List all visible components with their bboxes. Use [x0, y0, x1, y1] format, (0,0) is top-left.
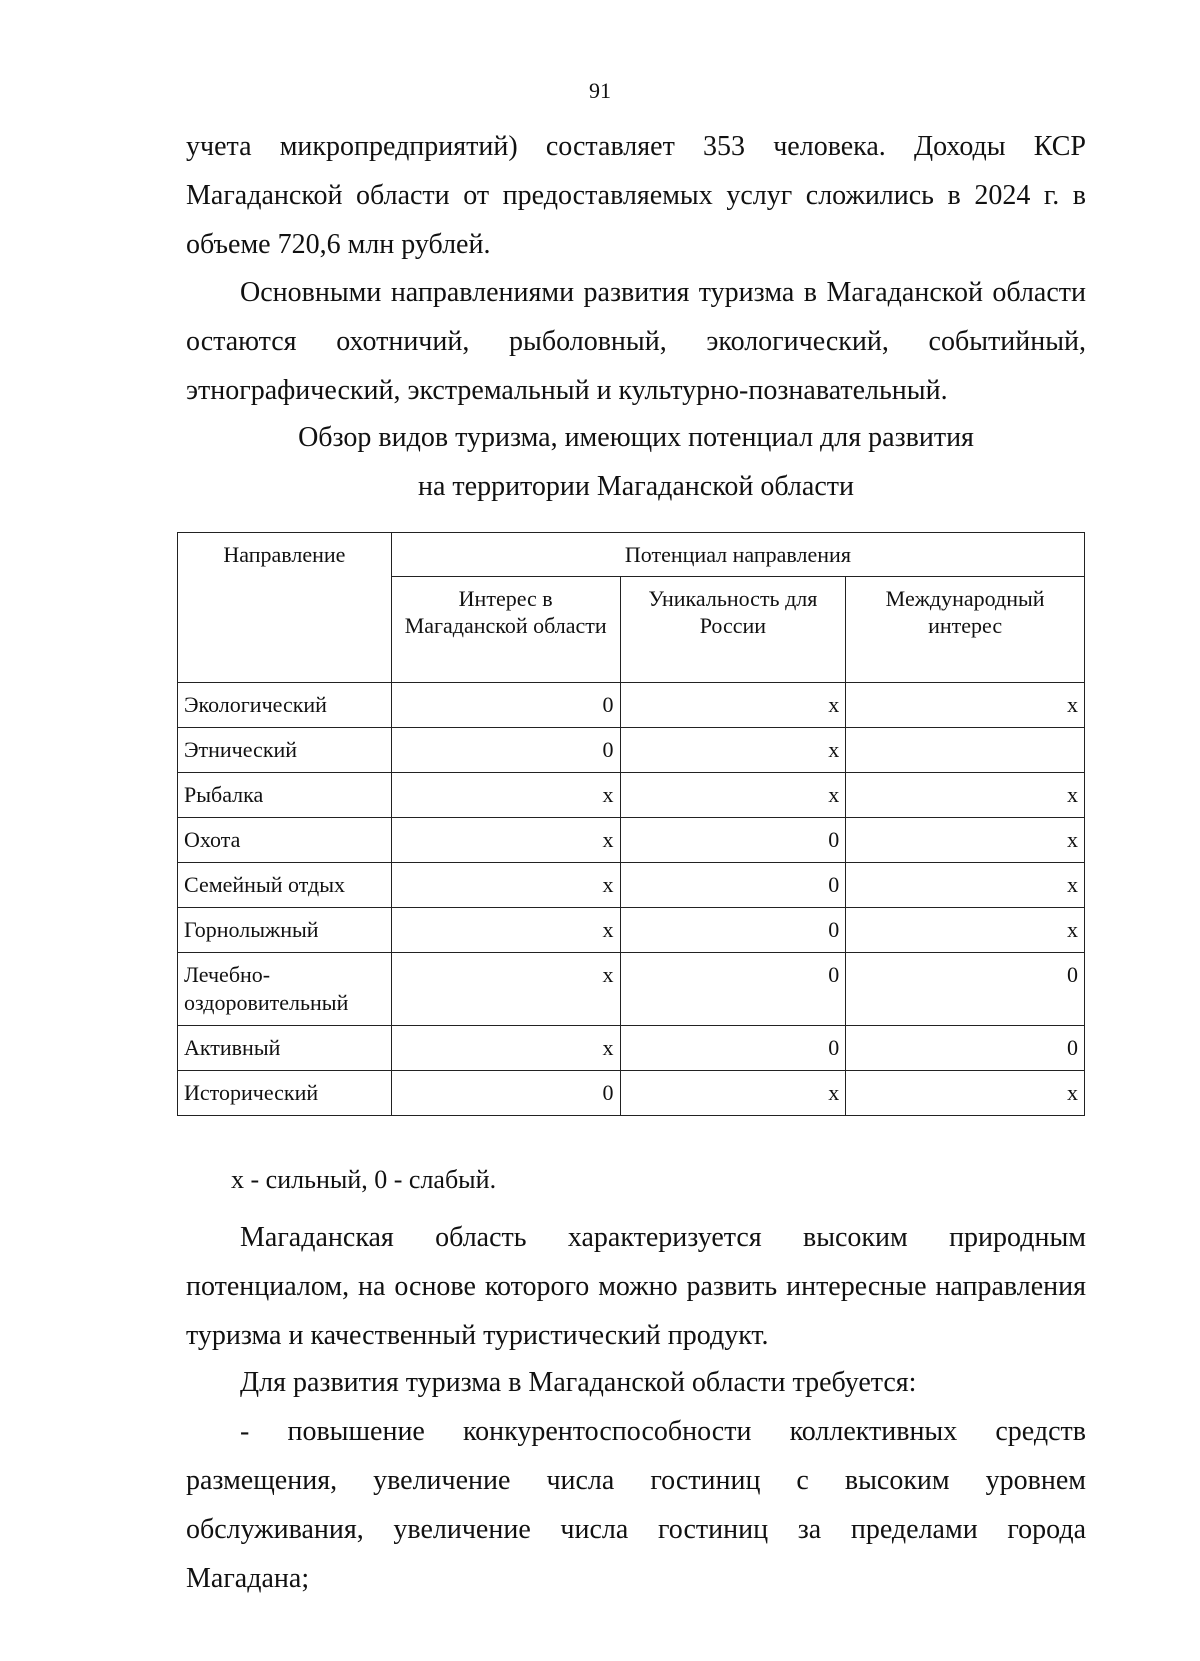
- cell-interest-magadan: х: [391, 1026, 620, 1071]
- table-row: [178, 818, 1085, 863]
- cell-international-interest: 0: [846, 953, 1085, 1026]
- row-direction-name: Этнический: [178, 728, 392, 773]
- row-direction-name: Семейный отдых: [178, 863, 392, 908]
- table-row: [178, 1026, 1085, 1071]
- paragraph-potential: [186, 1213, 1086, 1360]
- paragraph-line: Для развития туризма в Магаданской области требуется:: [240, 1367, 917, 1398]
- table-title: [186, 413, 1086, 511]
- cell-international-interest: х: [846, 863, 1085, 908]
- row-direction-name: Исторический: [178, 1071, 392, 1116]
- cell-interest-magadan: х: [391, 953, 620, 1026]
- subheader-uniqueness-russia: Уникальность для России: [620, 577, 846, 683]
- cell-interest-magadan: х: [391, 818, 620, 863]
- cell-interest-magadan: х: [391, 773, 620, 818]
- paragraph-line: обслуживания, увеличение числа гостиниц за пределами города: [186, 1514, 1086, 1545]
- row-direction-name: Лечебно-оздоровительный: [178, 953, 392, 1026]
- paragraph-directions: [186, 268, 1086, 415]
- paragraph-line: Магаданская область характеризуется высоким природным: [240, 1222, 1086, 1253]
- row-direction-name: Экологический: [178, 683, 392, 728]
- cell-uniqueness-russia: х: [620, 683, 846, 728]
- table-row: [178, 728, 1085, 773]
- cell-international-interest: х: [846, 818, 1085, 863]
- cell-uniqueness-russia: 0: [620, 818, 846, 863]
- tourism-potential-table: [177, 532, 1085, 1116]
- paragraph-line: этнографический, экстремальный и культурно-познавательный.: [186, 375, 948, 406]
- table-row: [178, 863, 1085, 908]
- cell-international-interest: [846, 728, 1085, 773]
- cell-uniqueness-russia: 0: [620, 908, 846, 953]
- cell-international-interest: х: [846, 683, 1085, 728]
- paragraph-line: Основными направлениями развития туризма в Магаданской области: [240, 277, 1086, 308]
- paragraph-line: - повышение конкурентоспособности коллективных средств: [240, 1416, 1086, 1447]
- page-number: 91: [589, 78, 611, 103]
- cell-uniqueness-russia: 0: [620, 863, 846, 908]
- paragraph-line: Магаданской области от предоставляемых услуг сложились в 2024 г. в: [186, 180, 1086, 211]
- paragraph-line: размещения, увеличение числа гостиниц с высоким уровнем: [186, 1465, 1086, 1496]
- cell-interest-magadan: х: [391, 863, 620, 908]
- row-direction-name: Активный: [178, 1026, 392, 1071]
- table-row: [178, 773, 1085, 818]
- paragraph-income: [186, 122, 1086, 269]
- paragraph-line: объеме 720,6 млн рублей.: [186, 229, 491, 260]
- cell-interest-magadan: 0: [391, 728, 620, 773]
- paragraph-line: учета микропредприятий) составляет 353 человека. Доходы КСР: [186, 131, 1086, 162]
- table-legend: х - сильный, 0 - слабый.: [231, 1165, 497, 1194]
- cell-uniqueness-russia: 0: [620, 953, 846, 1026]
- cell-interest-magadan: 0: [391, 683, 620, 728]
- cell-international-interest: 0: [846, 1026, 1085, 1071]
- table-header-row: [178, 533, 1085, 577]
- cell-uniqueness-russia: 0: [620, 1026, 846, 1071]
- cell-international-interest: х: [846, 773, 1085, 818]
- header-direction: Направление: [178, 533, 392, 683]
- table-row: [178, 908, 1085, 953]
- paragraph-line: туризма и качественный туристический продукт.: [186, 1320, 769, 1351]
- table-row: [178, 953, 1085, 1026]
- paragraph-line: остаются охотничий, рыболовный, экологический, событийный,: [186, 326, 1086, 357]
- cell-uniqueness-russia: х: [620, 728, 846, 773]
- paragraph-list-item: [186, 1407, 1086, 1603]
- paragraph-line: Магадана;: [186, 1563, 310, 1594]
- table-row: [178, 1071, 1085, 1116]
- table-title-line: Обзор видов туризма, имеющих потенциал для развития: [298, 422, 974, 453]
- cell-interest-magadan: 0: [391, 1071, 620, 1116]
- row-direction-name: Охота: [178, 818, 392, 863]
- cell-international-interest: х: [846, 1071, 1085, 1116]
- cell-uniqueness-russia: х: [620, 773, 846, 818]
- subheader-international-interest: Международный интерес: [846, 577, 1085, 683]
- cell-interest-magadan: х: [391, 908, 620, 953]
- header-potential: Потенциал направления: [391, 533, 1084, 577]
- paragraph-requirements: [186, 1358, 1086, 1407]
- row-direction-name: Рыбалка: [178, 773, 392, 818]
- cell-international-interest: х: [846, 908, 1085, 953]
- subheader-interest-magadan: Интерес в Магаданской области: [391, 577, 620, 683]
- row-direction-name: Горнолыжный: [178, 908, 392, 953]
- table-title-line: на территории Магаданской области: [418, 471, 854, 502]
- table-row: [178, 683, 1085, 728]
- cell-uniqueness-russia: х: [620, 1071, 846, 1116]
- paragraph-line: потенциалом, на основе которого можно развить интересные направления: [186, 1271, 1086, 1302]
